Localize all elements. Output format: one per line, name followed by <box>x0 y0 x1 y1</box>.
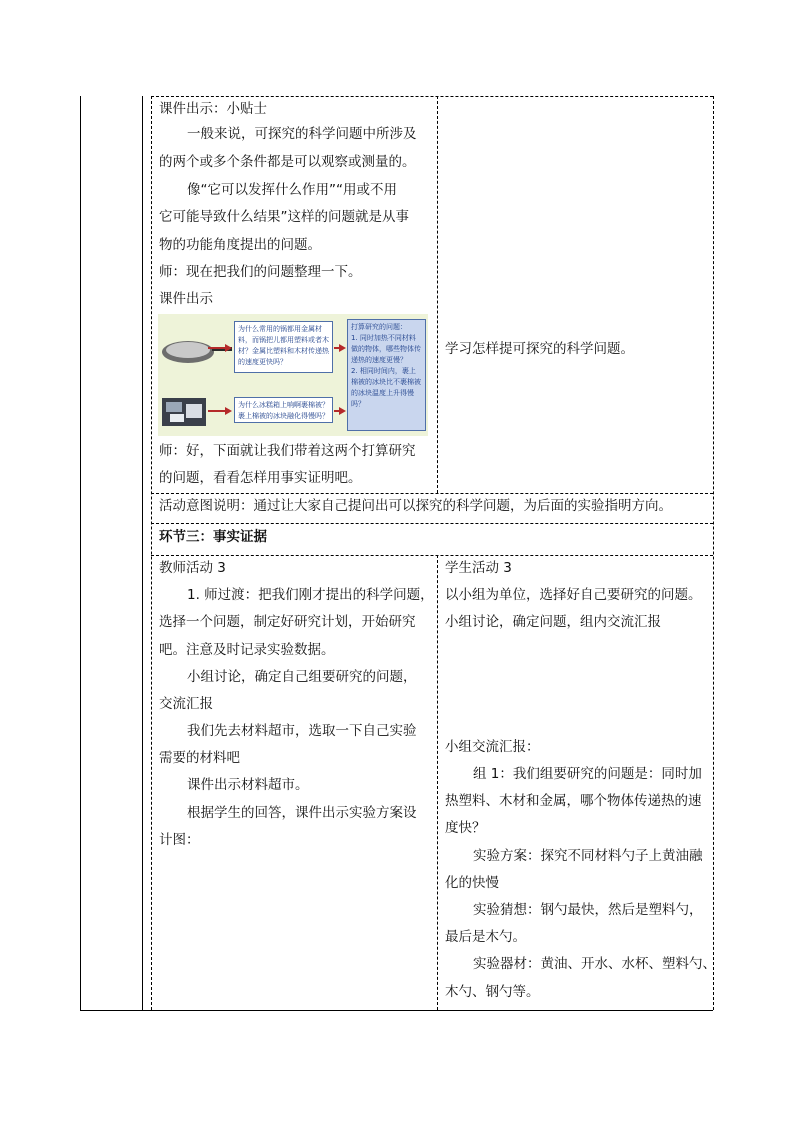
row1-middle-divider <box>437 96 438 493</box>
student-line: 实验猜想：钢勺最快，然后是塑料勺， <box>473 902 703 918</box>
student-line: 实验方案：探究不同材料勺子上黄油融 <box>473 848 703 864</box>
teacher-line: 选择一个问题，制定好研究计划，开始研究 <box>159 614 416 630</box>
teacher-line: 交流汇报 <box>159 696 213 712</box>
student-line: 热塑料、木材和金属，哪个物体传递热的速 <box>445 793 702 809</box>
arrow-icon <box>208 410 226 412</box>
paragraph-line: 它可能导致什么结果”这样的问题就是从事 <box>159 209 409 225</box>
ice-box-image <box>162 398 206 426</box>
student-line: 小组交流汇报： <box>445 739 540 755</box>
row-top-border <box>151 96 713 97</box>
arrow-icon <box>208 347 226 349</box>
row3-middle-divider <box>437 555 438 1010</box>
teacher-line: 课件出示材料超市。 <box>187 777 309 793</box>
table-column-divider <box>142 96 143 1010</box>
student-heading: 学生活动 3 <box>445 560 512 576</box>
summary-item-1: 1. 同时加热不同材料做的物体，哪些物体传递热的速度更慢？ <box>351 334 421 364</box>
paragraph-line: 物的功能角度提出的问题。 <box>159 237 321 253</box>
section-bottom-border <box>151 555 713 556</box>
student-line: 以小组为单位，选择好自己要研究的问题。 <box>445 587 702 603</box>
paragraph-line: 的问题，看看怎样用事实证明吧。 <box>159 470 362 486</box>
teacher-heading: 教师活动 3 <box>159 560 226 576</box>
intent-bottom-border <box>151 523 713 524</box>
section-heading: 环节三：事实证据 <box>159 529 267 545</box>
row1-right-text: 学习怎样提可探究的科学问题。 <box>445 341 634 357</box>
teacher-line: 计图： <box>159 832 200 848</box>
tip-heading: 课件出示：小贴士 <box>159 101 267 117</box>
student-line: 最后是木勺。 <box>445 929 526 945</box>
courseware-figure <box>158 314 428 436</box>
activity-intent: 活动意图说明：通过让大家自己提问出可以探究的科学问题，为后面的实验指明方向。 <box>159 498 672 514</box>
summary-item-2: 2. 相同时间内，裹上棉被的冰块比不裹棉被的冰块温度上升得慢吗？ <box>351 367 421 408</box>
frying-pan-image <box>158 330 232 370</box>
paragraph-line: 课件出示 <box>159 291 213 307</box>
teacher-line: 我们先去材料超市，选取一下自己实验 <box>187 723 417 739</box>
summary-title: 打算研究的问题： <box>351 323 407 331</box>
table-outer-left-border <box>80 96 81 1010</box>
question-box-2: 为什么冰糕箱上响啊裹棉被？裹上棉被的冰块融化得慢吗？ <box>234 397 333 423</box>
cell-right-border <box>713 96 714 1010</box>
teacher-line: 1. 师过渡：把我们刚才提出的科学问题， <box>187 587 434 603</box>
teacher-line: 小组讨论，确定自己组要研究的问题， <box>187 669 417 685</box>
student-line: 度快？ <box>445 820 486 836</box>
arrow-icon <box>334 410 340 412</box>
cell-left-border <box>151 96 152 1010</box>
teacher-line: 根据学生的回答，课件出示实验方案设 <box>187 805 417 821</box>
arrow-icon <box>334 347 340 349</box>
paragraph-line: 的两个或多个条件都是可以观察或测量的。 <box>159 154 416 170</box>
student-line: 实验器材：黄油、开水、水杯、塑料勺、 <box>473 956 716 972</box>
student-line: 化的快慢 <box>445 875 499 891</box>
paragraph-line: 像“它可以发挥什么作用”“用或不用 <box>187 182 397 198</box>
student-line: 组 1：我们组要研究的问题是：同时加 <box>473 766 702 782</box>
paragraph-line: 一般来说，可探究的科学问题中所涉及 <box>187 126 417 142</box>
table-bottom-border <box>80 1010 713 1011</box>
paragraph-line: 师：现在把我们的问题整理一下。 <box>159 264 362 280</box>
teacher-line: 需要的材料吧 <box>159 750 240 766</box>
teacher-line: 吧。注意及时记录实验数据。 <box>159 642 335 658</box>
summary-box <box>347 319 426 431</box>
paragraph-line: 师：好，下面就让我们带着这两个打算研究 <box>159 443 416 459</box>
student-line: 小组讨论，确定问题，组内交流汇报 <box>445 614 661 630</box>
student-line: 木勺、钢勺等。 <box>445 984 540 1000</box>
row1-bottom-border <box>151 493 713 494</box>
question-box-1: 为什么常用的锅都用金属材料，而锅把儿都用塑料或者木材？金属比塑料和木材传递热的速度更快吗？ <box>234 321 333 373</box>
